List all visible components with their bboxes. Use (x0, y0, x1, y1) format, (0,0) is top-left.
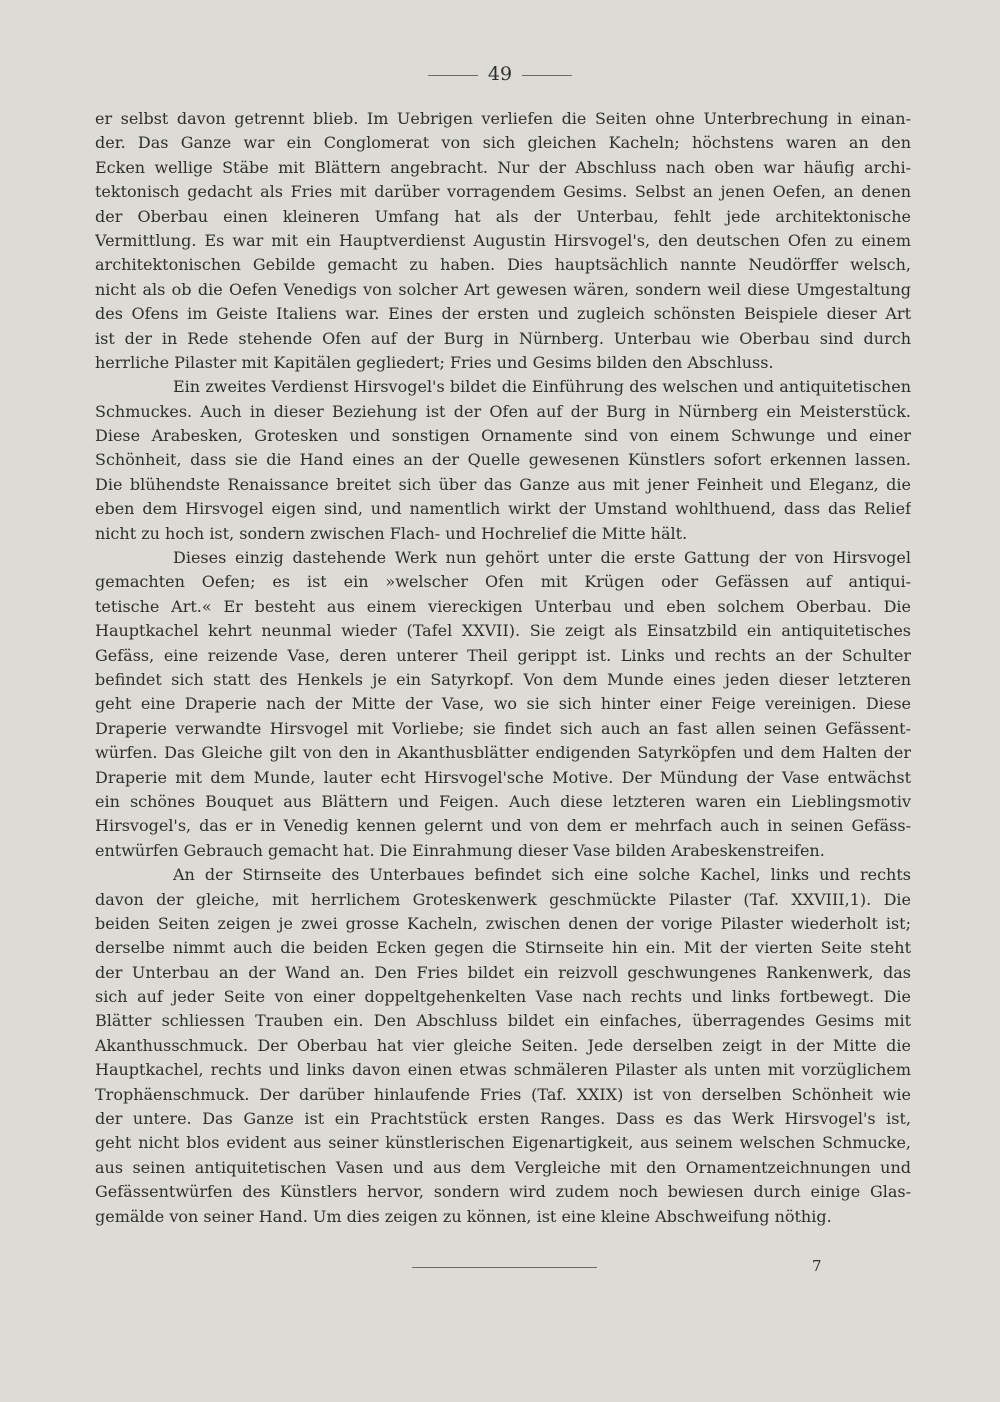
text-line: des Ofens im Geiste Italiens war. Eines der ersten und zugleich schönsten Beispiele dieser Art (95, 304, 911, 324)
text-line: tetische Art.« Er besteht aus einem viereckigen Unterbau und eben solchem Oberbau. Die (95, 596, 911, 616)
text-line: aus seinen antiquitetischen Vasen und aus dem Vergleiche mit den Ornamentzeichnungen und (95, 1157, 911, 1177)
text-line: der Oberbau einen kleineren Umfang hat als der Unterbau, fehlt jede architektonische (95, 206, 911, 226)
text-line: der untere. Das Ganze ist ein Prachtstück ersten Ranges. Dass es das Werk Hirsvogel's ist, (95, 1109, 911, 1129)
text-line: herrliche Pilaster mit Kapitälen gegliedert; Fries und Gesims bilden den Abschluss. (95, 352, 774, 372)
text-line: Draperie verwandte Hirsvogel mit Vorliebe; sie findet sich auch an fast allen seinen Gefässent- (95, 718, 911, 738)
text-line: Blätter schliessen Trauben ein. Den Abschluss bildet ein einfaches, überragendes Gesims mit (95, 1011, 911, 1031)
text-line: Schönheit, dass sie die Hand eines an der Quelle gewesenen Künstlers sofort erkennen lassen. (95, 450, 911, 470)
text-line: Schmuckes. Auch in dieser Beziehung ist der Ofen auf der Burg in Nürnberg ein Meisterstück. (95, 401, 911, 421)
text-line: davon der gleiche, mit herrlichem Groteskenwerk geschmückte Pilaster (Taf. XXVIII,1). Die (95, 889, 911, 909)
text-line: geht nicht blos evident aus seiner künstlerischen Eigenartigkeit, aus seinem welschen Schmucke, (95, 1133, 911, 1153)
paragraph-start-line: An der Stirnseite des Unterbaues befindet sich eine solche Kachel, links und rechts (173, 865, 911, 885)
text-line: Hauptkachel kehrt neunmal wieder (Tafel XXVII). Sie zeigt als Einsatzbild ein antiquitetisches (95, 621, 911, 641)
text-line: der Unterbau an der Wand an. Den Fries bildet ein reizvoll geschwungenes Rankenwerk, das (95, 962, 911, 982)
header-rule-left (428, 75, 478, 76)
text-line: Trophäenschmuck. Der darüber hinlaufende Fries (Taf. XXIX) ist von derselben Schönheit wie (95, 1084, 911, 1104)
text-line: geht eine Draperie nach der Mitte der Vase, wo sie sich hinter einer Feige vereinigen. Diese (95, 694, 911, 714)
text-line: Ecken wellige Stäbe mit Blättern angebracht. Nur der Abschluss nach oben war häufig archi- (95, 157, 911, 177)
signature-mark: 7 (812, 1257, 822, 1275)
footer-rule (412, 1267, 597, 1268)
text-line: der. Das Ganze war ein Conglomerat von sich gleichen Kacheln; höchstens waren an den (95, 133, 911, 153)
text-line: Gefässentwürfen des Künstlers hervor, sondern wird zudem noch bewiesen durch einige Glas- (95, 1182, 911, 1202)
text-line: derselbe nimmt auch die beiden Ecken gegen die Stirnseite hin ein. Mit der vierten Seite steht (95, 938, 911, 958)
text-line: würfen. Das Gleiche gilt von den in Akanthusblätter endigenden Satyrköpfen und dem Halten der (95, 743, 911, 763)
text-line: Draperie mit dem Munde, lauter echt Hirsvogel'sche Motive. Der Mündung der Vase entwächst (95, 767, 911, 787)
text-line: architektonischen Gebilde gemacht zu haben. Dies hauptsächlich nannte Neudörffer welsch, (95, 255, 911, 275)
text-line: er selbst davon getrennt blieb. Im Uebrigen verliefen die Seiten ohne Unterbrechung in einan- (95, 109, 911, 128)
paragraph-start-line: Dieses einzig dastehende Werk nun gehört unter die erste Gattung der von Hirsvogel (173, 548, 911, 568)
text-line: sich auf jeder Seite von einer doppeltgehenkelten Vase nach rechts und links fortbewegt. Die (95, 987, 911, 1007)
text-line: ein schönes Bouquet aus Blättern und Feigen. Auch diese letzteren waren ein Lieblingsmotiv (95, 791, 911, 811)
text-line: Vermittlung. Es war mit ein Hauptverdienst Augustin Hirsvogel's, den deutschen Ofen zu einem (95, 230, 911, 250)
text-line: Die blühendste Renaissance breitet sich über das Ganze aus mit jener Feinheit und Eleganz, die (95, 474, 911, 494)
page-number: 49 (487, 63, 513, 85)
text-line: Diese Arabesken, Grotesken und sonstigen Ornamente sind von einem Schwunge und einer (95, 426, 911, 446)
text-line: gemachten Oefen; es ist ein »welscher Ofen mit Krügen oder Gefässen auf antiqui- (95, 572, 911, 592)
text-line: befindet sich statt des Henkels je ein Satyrkopf. Von dem Munde eines jeden dieser letzteren (95, 669, 911, 689)
text-line: beiden Seiten zeigen je zwei grosse Kacheln, zwischen denen der vorige Pilaster wiederholt ist; (95, 913, 911, 933)
text-line: nicht als ob die Oefen Venedigs von solcher Art gewesen wären, sondern weil diese Umgestaltung (95, 279, 911, 299)
text-line: tektonisch gedacht als Fries mit darüber vorragendem Gesims. Selbst an jenen Oefen, an denen (95, 182, 911, 202)
text-line: entwürfen Gebrauch gemacht hat. Die Einrahmung dieser Vase bilden Arabeskenstreifen. (95, 840, 825, 860)
text-line: Gefäss, eine reizende Vase, deren unterer Theil gerippt ist. Links und rechts an der Schulter (95, 645, 911, 665)
text-line: gemälde von seiner Hand. Um dies zeigen zu können, ist eine kleine Abschweifung nöthig. (95, 1206, 832, 1226)
header-rule-right (522, 75, 572, 76)
text-line: nicht zu hoch ist, sondern zwischen Flach- und Hochrelief die Mitte hält. (95, 523, 688, 543)
text-line: Akanthusschmuck. Der Oberbau hat vier gleiche Seiten. Jede derselben zeigt in der Mitte die (95, 1035, 911, 1055)
body-text (95, 107, 911, 1229)
text-line: ist der in Rede stehende Ofen auf der Burg in Nürnberg. Unterbau wie Oberbau sind durch (95, 328, 911, 348)
text-line: eben dem Hirsvogel eigen sind, und namentlich wirkt der Umstand wohlthuend, dass das Relief (95, 499, 911, 519)
paragraph-start-line: Ein zweites Verdienst Hirsvogel's bildet die Einführung des welschen und antiquitetischen (173, 377, 911, 397)
text-line: Hirsvogel's, das er in Venedig kennen gelernt und von dem er mehrfach auch in seinen Gefäss- (95, 816, 911, 836)
page-header (0, 62, 1000, 86)
text-line: Hauptkachel, rechts und links davon einen etwas schmäleren Pilaster als unten mit vorzüglichem (95, 1060, 911, 1080)
